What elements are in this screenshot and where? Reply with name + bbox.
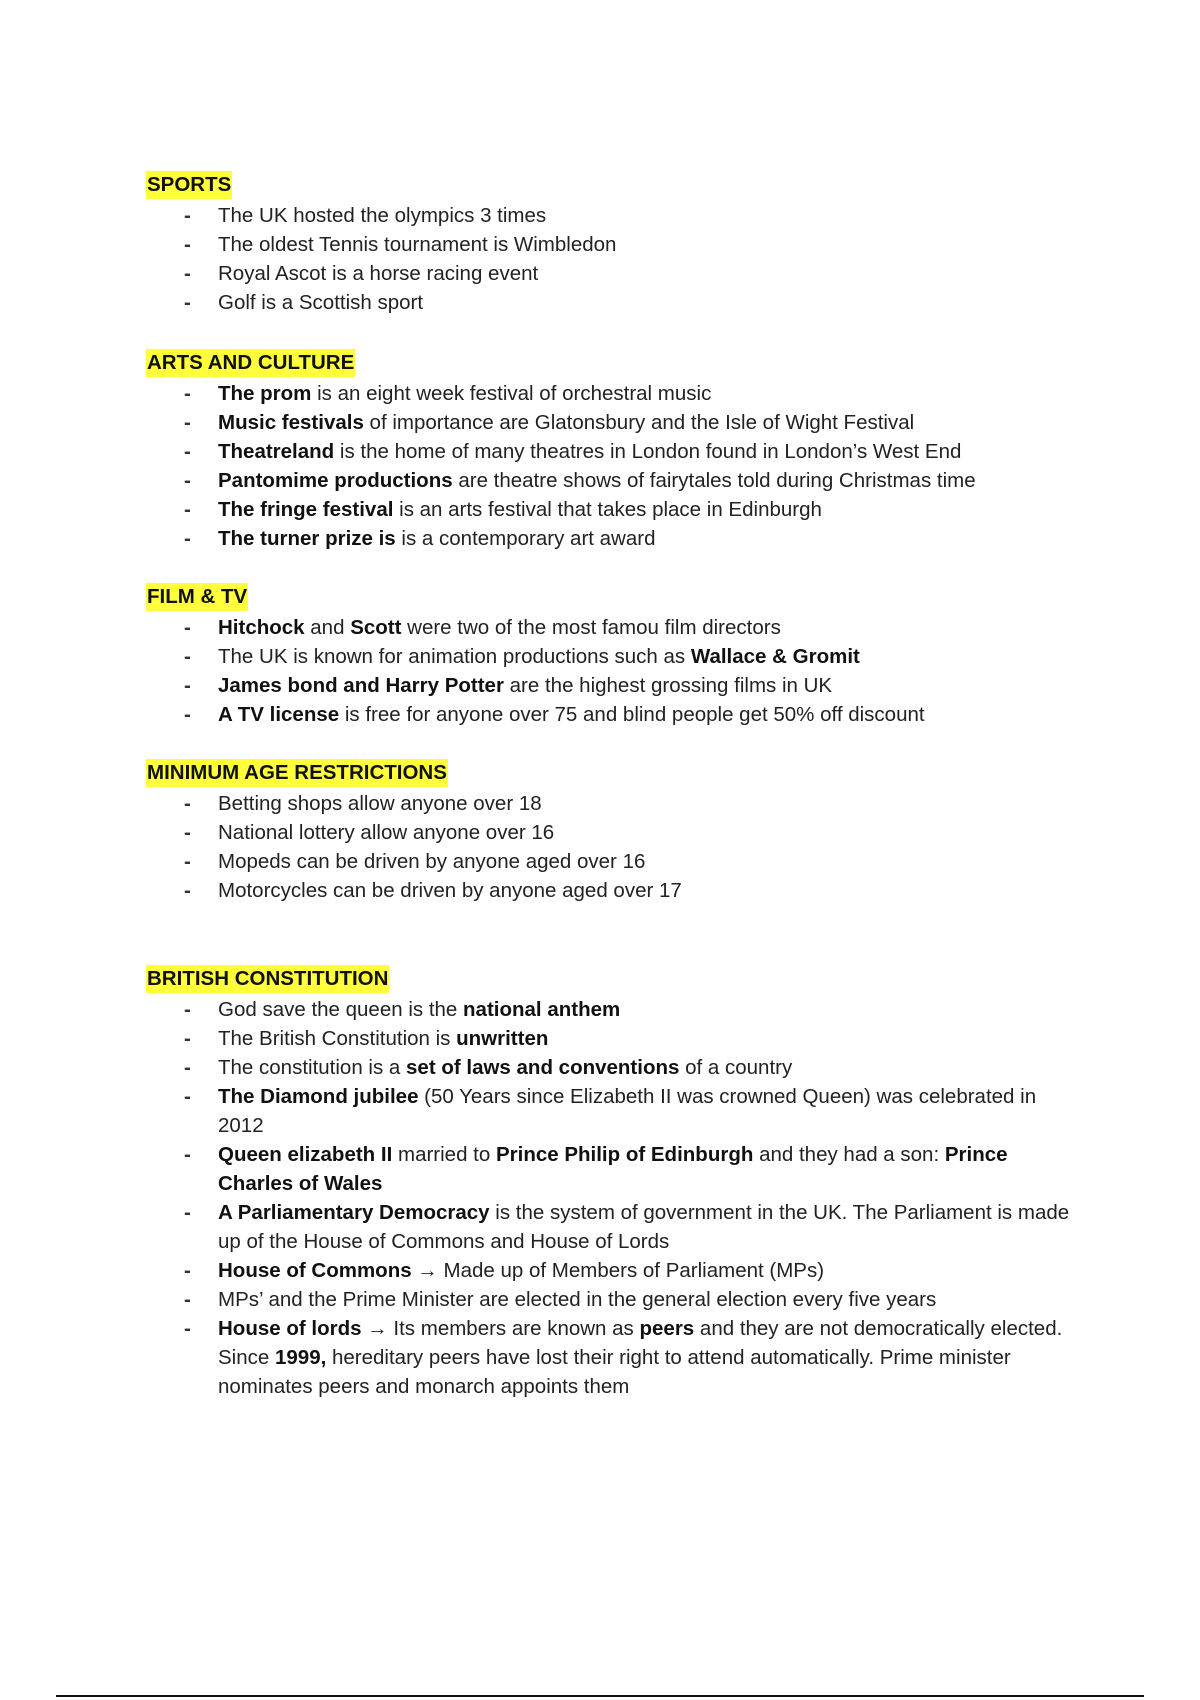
text-run: are theatre shows of fairytales told during Christmas time — [452, 469, 976, 492]
bold-text: Prince Philip of Edinburgh — [495, 1143, 754, 1166]
bullet-list — [146, 995, 1086, 1401]
text-run: The constitution is a — [218, 1056, 407, 1079]
list-item: - Hitchock and Scott were two of the most famou film directors — [184, 616, 781, 639]
bold-text: Pantomime productions — [218, 469, 453, 492]
bold-text: set of laws and conventions — [406, 1056, 680, 1079]
list-item: - The Diamond jubilee (50 Years since Elizabeth II was crowned Queen) was celebrated in 2012 — [184, 1085, 1037, 1137]
bold-text: The Diamond jubilee — [218, 1085, 419, 1108]
bold-text: Music festivals — [218, 411, 364, 434]
list-item: - Pantomime productions are theatre shows of fairytales told during Christmas time — [184, 469, 976, 492]
list-item: - Mopeds can be driven by anyone aged over 16 — [184, 850, 646, 873]
list-item: - Theatreland is the home of many theatres in London found in London’s West End — [184, 440, 962, 463]
text-run: Mopeds can be driven by anyone aged over 16 — [218, 850, 646, 873]
list-item: - House of lords → Its members are known as peers and they are not democratically elected. Since 1999, hereditary peers have lost their right to attend automatically. Prime minister nominates peers and monarch appoints them — [184, 1317, 1063, 1398]
list-item: - The turner prize is is a contemporary art award — [184, 527, 656, 550]
text-run: The British Constitution is — [218, 1027, 457, 1050]
text-run: are the highest grossing films in UK — [503, 674, 833, 697]
text-run: is a contemporary art award — [395, 527, 656, 550]
text-run: Betting shops allow anyone over 18 — [218, 792, 542, 815]
text-run: National lottery allow anyone over 16 — [218, 821, 555, 844]
bold-text: House of Commons — [218, 1259, 412, 1282]
text-run: is free for anyone over 75 and blind people get 50% off discount — [339, 703, 925, 726]
bold-text: A TV license — [218, 703, 340, 726]
list-item: - The fringe festival is an arts festival that takes place in Edinburgh — [184, 498, 822, 521]
text-run: were two of the most famou film directors — [401, 616, 781, 639]
bullet-list — [146, 379, 1086, 553]
text-run: is the home of many theatres in London found in London’s West End — [334, 440, 962, 463]
bullet-list — [146, 613, 1086, 729]
section-heading: SPORTS — [146, 171, 232, 199]
list-item: - James bond and Harry Potter are the highest grossing films in UK — [184, 674, 833, 697]
text-run: hereditary peers have lost their right to attend automatically. Prime minister nominates peers and monarch appoints them — [218, 1346, 1011, 1398]
text-run: married to — [392, 1143, 496, 1166]
text-run: of importance are Glatonsbury and the Isle of Wight Festival — [363, 411, 915, 434]
bullet-list — [146, 789, 1086, 905]
text-run: Motorcycles can be driven by anyone aged over 17 — [218, 879, 682, 902]
list-item: - House of Commons → Made up of Members of Parliament (MPs) — [184, 1259, 825, 1282]
bold-text: Queen elizabeth II — [218, 1143, 393, 1166]
text-run: is an eight week festival of orchestral music — [311, 382, 712, 405]
section-arts-and-culture — [146, 349, 1086, 553]
list-item: - The constitution is a set of laws and conventions of a country — [184, 1056, 793, 1079]
list-item: - Motorcycles can be driven by anyone aged over 17 — [184, 879, 682, 902]
bold-text: Scott — [350, 616, 402, 639]
bold-text: Theatreland — [218, 440, 335, 463]
bold-text: House of lords — [218, 1317, 362, 1340]
text-run: and — [304, 616, 351, 639]
bold-text: unwritten — [456, 1027, 549, 1050]
list-item: - A Parliamentary Democracy is the system of government in the UK. The Parliament is made up of the House of Commons and House of Lords — [184, 1201, 1070, 1253]
list-item: - Royal Ascot is a horse racing event — [184, 262, 539, 285]
text-run: of a country — [679, 1056, 793, 1079]
section-heading: FILM & TV — [146, 583, 248, 611]
text-run: Golf is a Scottish sport — [218, 291, 424, 314]
text-run: The oldest Tennis tournament is Wimbledon — [218, 233, 617, 256]
section-sports — [146, 171, 1086, 317]
page-bottom-rule — [56, 1695, 1144, 1697]
text-run: The UK is known for animation productions such as — [218, 645, 691, 668]
list-item: - The oldest Tennis tournament is Wimbledon — [184, 233, 617, 256]
text-run: and they are not democratically elected. Since — [218, 1317, 1063, 1369]
list-item: - God save the queen is the national anthem — [184, 998, 621, 1021]
list-item: - A TV license is free for anyone over 75 and blind people get 50% off discount — [184, 703, 925, 726]
text-run: is an arts festival that takes place in Edinburgh — [393, 498, 822, 521]
list-item: - Betting shops allow anyone over 18 — [184, 792, 542, 815]
list-item: - Queen elizabeth II married to Prince Philip of Edinburgh and they had a son: Prince Charles of Wales — [184, 1143, 1008, 1195]
bold-text: A Parliamentary Democracy — [218, 1201, 490, 1224]
list-item: - The UK hosted the olympics 3 times — [184, 204, 547, 227]
list-item: - Golf is a Scottish sport — [184, 291, 424, 314]
text-run: and they had a son: — [753, 1143, 945, 1166]
list-item: - National lottery allow anyone over 16 — [184, 821, 555, 844]
section-british-constitution — [146, 965, 1086, 1401]
section-minimum-age-restrictions — [146, 759, 1086, 905]
text-run: → Its members are known as — [361, 1317, 640, 1340]
bold-text: The prom — [218, 382, 312, 405]
bold-text: James bond and Harry Potter — [218, 674, 504, 697]
bold-text: national anthem — [463, 998, 621, 1021]
section-heading: MINIMUM AGE RESTRICTIONS — [146, 759, 448, 787]
text-run: (50 Years since Elizabeth II was crowned Queen) was celebrated in 2012 — [218, 1085, 1037, 1137]
bold-text: 1999, — [274, 1346, 327, 1369]
list-item: - The prom is an eight week festival of orchestral music — [184, 382, 712, 405]
section-heading: ARTS AND CULTURE — [146, 349, 355, 377]
section-heading: BRITISH CONSTITUTION — [146, 965, 389, 993]
text-run: → Made up of Members of Parliament (MPs) — [411, 1259, 825, 1282]
bold-text: The fringe festival — [218, 498, 394, 521]
bold-text: The turner prize is — [218, 527, 396, 550]
text-run: MPs’ and the Prime Minister are elected in the general election every five years — [218, 1288, 937, 1311]
text-run: God save the queen is the — [218, 998, 464, 1021]
bold-text: Prince Charles of Wales — [218, 1143, 1008, 1195]
text-run: Royal Ascot is a horse racing event — [218, 262, 539, 285]
bold-text: Wallace & Gromit — [690, 645, 860, 668]
list-item: - The UK is known for animation productions such as Wallace & Gromit — [184, 645, 860, 668]
list-item: - Music festivals of importance are Glatonsbury and the Isle of Wight Festival — [184, 411, 915, 434]
text-run: is the system of government in the UK. The Parliament is made up of the House of Commons and House of Lords — [218, 1201, 1070, 1253]
section-film-and-tv — [146, 583, 1086, 729]
text-run: The UK hosted the olympics 3 times — [218, 204, 547, 227]
bullet-list — [146, 201, 1086, 317]
list-item: - MPs’ and the Prime Minister are elected in the general election every five years — [184, 1288, 937, 1311]
bold-text: Hitchock — [218, 616, 305, 639]
list-item: - The British Constitution is unwritten — [184, 1027, 549, 1050]
bold-text: peers — [639, 1317, 695, 1340]
